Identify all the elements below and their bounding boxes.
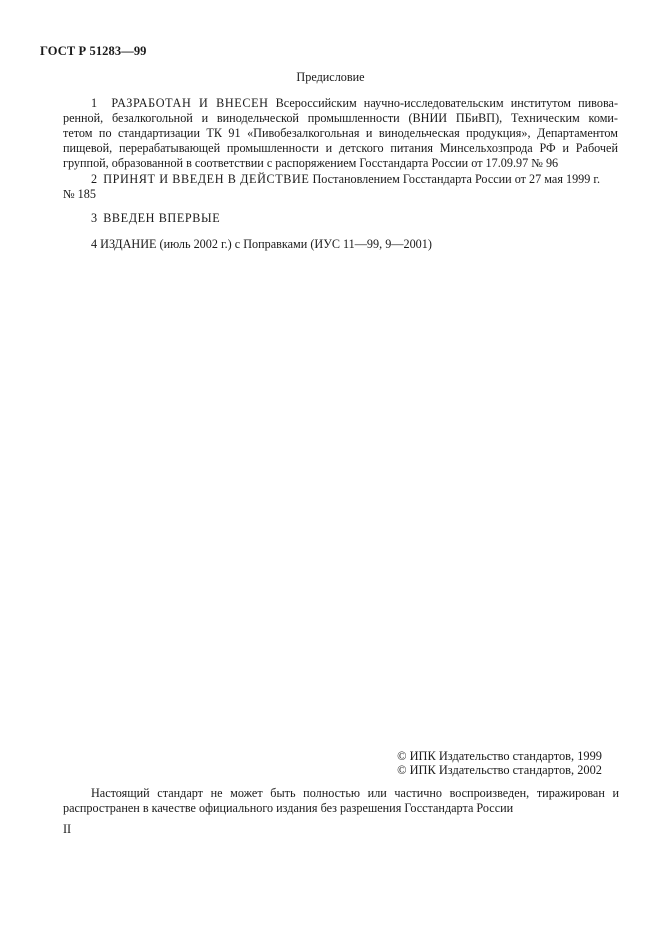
- document-header: ГОСТ Р 51283—99: [40, 44, 147, 58]
- paragraph-line: 1 РАЗРАБОТАН И ВНЕСЕН Всероссийским научно-исследовательским институтом пивова-: [91, 96, 619, 110]
- paragraph-number: 4: [91, 237, 98, 251]
- paragraph-developed-by: [63, 96, 618, 171]
- section-title: Предисловие: [296, 70, 365, 84]
- paragraph-number: 2: [91, 172, 98, 186]
- paragraph-first-introduced: [91, 211, 220, 226]
- notice-line: распространен в качестве официального издания без разрешения Госстандарта России: [63, 801, 514, 815]
- paragraph-number: 1: [91, 96, 98, 110]
- paragraph-line: тетом по стандартизации ТК 91 «Пивобезалкогольная и винодельческая продукция», Департаментом: [63, 126, 618, 140]
- paragraph-number: 3: [91, 211, 98, 225]
- copyright-line: © ИПК Издательство стандартов, 2002: [397, 763, 602, 777]
- reproduction-notice: [63, 786, 619, 816]
- page-number: II: [63, 822, 72, 836]
- paragraph-line: группой, образованной в соответствии с распоряжением Госстандарта России от 17.09.97 № 96: [63, 156, 559, 170]
- paragraph-lead: ПРИНЯТ И ВВЕДЕН В ДЕЙСТВИЕ: [103, 172, 310, 186]
- paragraph-lead: РАЗРАБОТАН И ВНЕСЕН: [111, 96, 269, 110]
- copyright-line: © ИПК Издательство стандартов, 1999: [397, 749, 602, 763]
- paragraph-lead: ИЗДАНИЕ: [100, 237, 157, 251]
- paragraph-edition: 4 ИЗДАНИЕ (июль 2002 г.) с Поправками (ИУС 11—99, 9—2001): [91, 237, 432, 251]
- paragraph-line: ренной, безалкогольной и винодельческой промышленности (ВНИИ ПБиВП), Техническим коми-: [63, 111, 618, 125]
- paragraph-line: № 185: [63, 187, 96, 201]
- paragraph-adopted: [63, 172, 618, 202]
- paragraph-line: пищевой, перерабатывающей промышленности и детского питания Минсельхозпрода РФ и Рабочей: [63, 141, 618, 155]
- notice-line: Настоящий стандарт не может быть полностью или частично воспроизведен, тиражирован и: [91, 786, 619, 800]
- paragraph-line: 2 ПРИНЯТ И ВВЕДЕН В ДЕЙСТВИЕ Постановлением Госстандарта России от 27 мая 1999 г.: [91, 172, 601, 186]
- paragraph-lead: ВВЕДЕН ВПЕРВЫЕ: [103, 211, 221, 225]
